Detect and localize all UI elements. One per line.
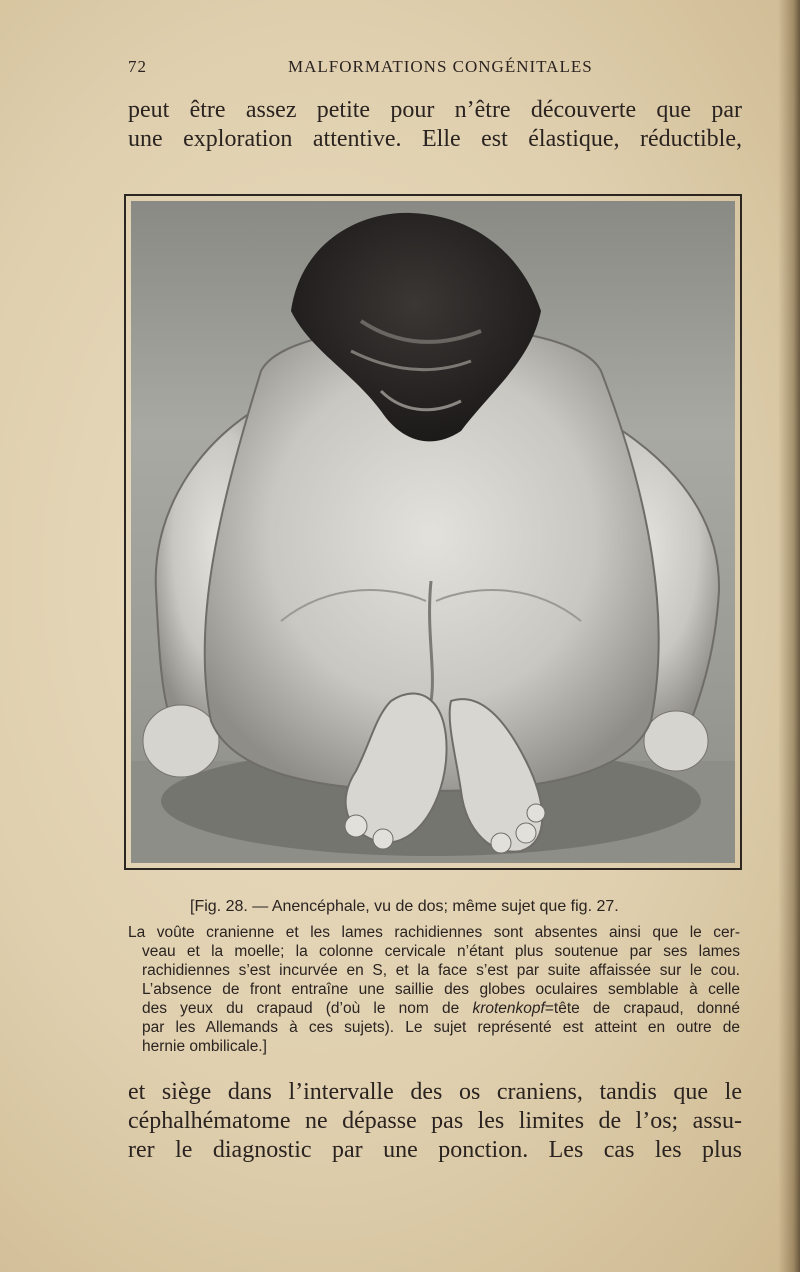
page-header	[128, 57, 740, 81]
text-line: et siège dans l’intervalle des os craniens, tandis que le	[128, 1079, 742, 1105]
text-line: une exploration attentive. Elle est élastique, réductible,	[128, 126, 742, 152]
paragraph-bottom	[128, 1078, 742, 1165]
text-line: rer le diagnostic par une ponction. Les cas les plus	[128, 1137, 742, 1163]
caption-segment: des yeux du crapaud (d’où le nom de	[142, 1000, 473, 1017]
text-line: céphalhématome ne dépasse pas les limites de l’os; assu-	[128, 1108, 742, 1134]
page-edge-shadow	[778, 0, 800, 1272]
caption-line: L’absence de front entraîne une saillie des globes oculaires semblable à celle	[142, 981, 740, 998]
caption-line: La voûte cranienne et les lames rachidiennes sont absentes ainsi que le cer-	[128, 924, 740, 941]
paragraph-top	[128, 96, 742, 154]
caption-line: rachidiennes s’est incurvée en S, et la face s’est par suite affaissée sur le cou.	[142, 962, 740, 979]
caption-line: par les Allemands à ces sujets). Le sujet représenté est atteint en outre de	[142, 1019, 740, 1036]
caption-line: hernie ombilicale.]	[142, 1038, 267, 1055]
caption-line-with-italic	[128, 999, 740, 1018]
figure-caption-title: [Fig. 28. — Anencéphale, vu de dos; même sujet que fig. 27.	[190, 898, 619, 915]
figure-frame	[124, 194, 742, 870]
running-head: MALFORMATIONS CONGÉNITALES	[288, 57, 593, 76]
caption-segment: =tête de crapaud, donné	[544, 1000, 740, 1017]
caption-line: veau et la moelle; la colonne cervicale n’étant plus soutenue par ses lames	[142, 943, 740, 960]
figure-photograph	[131, 201, 735, 863]
caption-italic-term: krotenkopf	[472, 1000, 545, 1017]
text-line: peut être assez petite pour n’être découverte que par	[128, 97, 742, 123]
page-number: 72	[128, 57, 147, 76]
figure-caption-body	[128, 923, 740, 1056]
